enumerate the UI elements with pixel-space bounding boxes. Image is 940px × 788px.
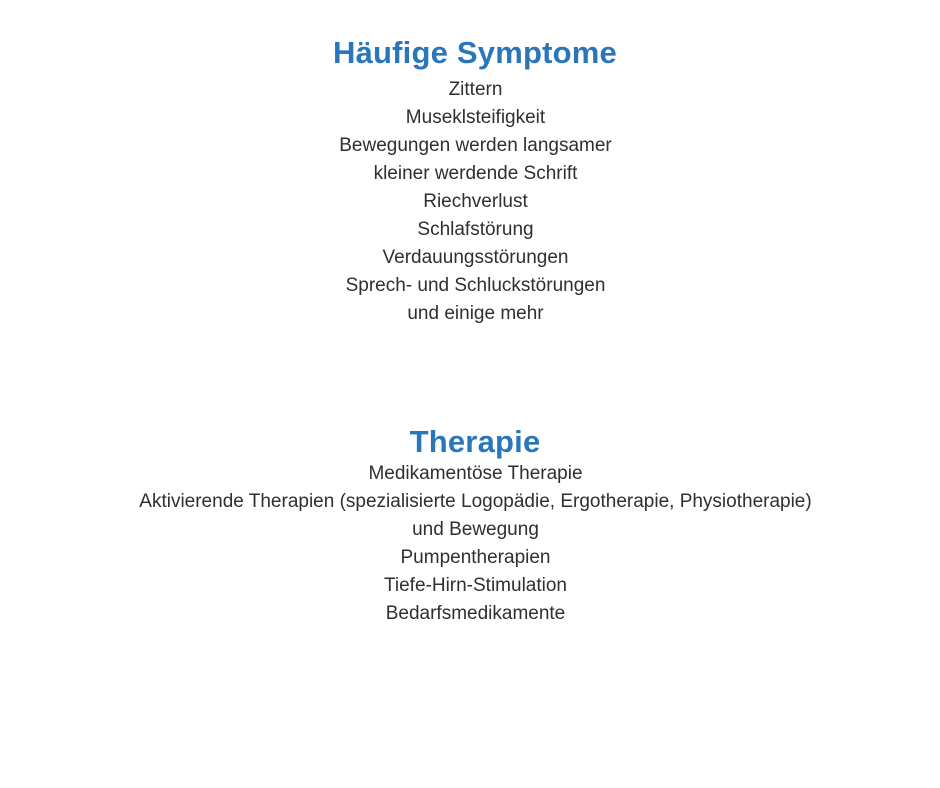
list-item: Bewegungen werden langsamer	[339, 135, 612, 156]
symptoms-section	[0, 33, 940, 328]
list-item: Pumpentherapien	[400, 547, 551, 568]
list-item: Bedarfsmedikamente	[385, 603, 566, 624]
list-item: Riechverlust	[423, 191, 528, 212]
list-item: Museklsteifigkeit	[405, 107, 546, 128]
list-item: Verdauungsstörungen	[382, 247, 569, 268]
therapy-section	[0, 422, 940, 628]
therapy-list	[0, 460, 940, 628]
list-item: kleiner werdende Schrift	[373, 163, 578, 184]
list-item: Tiefe-Hirn-Stimulation	[383, 575, 567, 596]
list-item: Sprech- und Schluckstörungen	[345, 275, 606, 296]
list-item: und einige mehr	[407, 303, 544, 324]
list-item: Medikamentöse Therapie	[368, 463, 583, 484]
symptoms-list	[0, 76, 940, 328]
list-item: und Bewegung	[412, 519, 539, 540]
symptoms-heading: Häufige Symptome	[333, 35, 617, 70]
list-item: Schlafstörung	[417, 219, 534, 240]
list-item: Aktivierende Therapien (spezialisierte Logopädie, Ergotherapie, Physiotherapie)	[139, 491, 812, 512]
list-item: Zittern	[448, 79, 503, 100]
therapy-heading: Therapie	[409, 424, 541, 459]
